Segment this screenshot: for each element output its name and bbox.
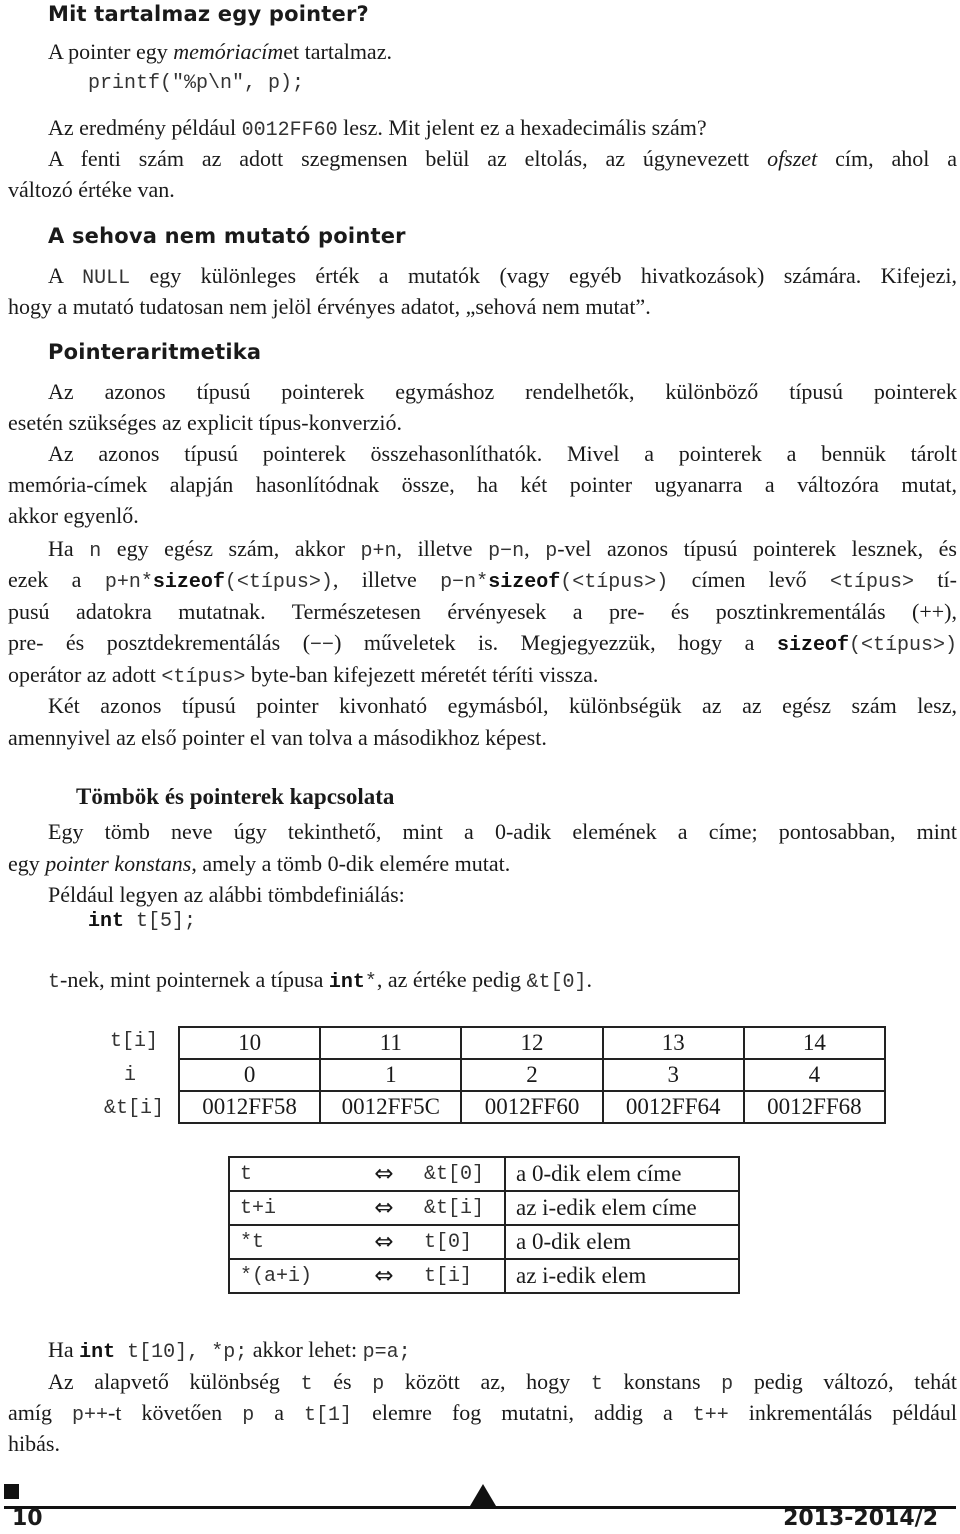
paragraph-line: Az azonos típusú pointerek összehasonlíthatók. Mivel a pointerek a bennük tárolt [48, 441, 957, 466]
table-row [229, 1259, 739, 1293]
paragraph-line: hogy a mutató tudatosan nem jelöl érvényes adatot, „sehová nem mutat”. [8, 294, 651, 319]
table-cell: 3 [603, 1059, 744, 1091]
section-title-arrays-pointers: Tömbök és pointerek kapcsolata [76, 784, 395, 809]
text: címen levő [668, 567, 831, 592]
row-label-values: t[i] [109, 1030, 158, 1053]
inline-code: n [89, 540, 102, 563]
section-title-pointer-content: Mit tartalmaz egy pointer? [48, 2, 369, 26]
paragraph-line [48, 964, 592, 998]
inline-code: t [48, 971, 61, 994]
inline-code: NULL [82, 267, 131, 290]
italic-term: memóriacím [173, 39, 284, 64]
table-cell: 1 [320, 1059, 461, 1091]
equiv-cell: t[0] [414, 1225, 505, 1259]
text: pre- és posztdekrementálás ( [8, 630, 311, 655]
paragraph-line: akkor egyenlő. [8, 503, 139, 528]
text: , [524, 536, 546, 561]
equivalence-arrow-icon: ⇔ [354, 1259, 414, 1293]
text: . [586, 967, 593, 992]
text: byte-ban kifejezett méretét téríti vissza. [245, 662, 599, 687]
expr-cell: t [229, 1157, 354, 1191]
footer-triangle-icon [470, 1484, 496, 1506]
inline-code: p−n* [440, 571, 489, 594]
paragraph-line: hibás. [8, 1431, 60, 1456]
keyword-int: int [88, 910, 125, 933]
keyword-sizeof: sizeof [776, 634, 849, 657]
inline-code: 0012FF60 [241, 119, 338, 142]
page-number: 10 [12, 1506, 43, 1531]
equivalence-table [228, 1156, 740, 1294]
text: A fenti szám az adott szegmensen belül az eltolás, az úgynevezett [48, 146, 768, 171]
inline-code: p+n* [104, 571, 153, 594]
table-row-addresses [179, 1091, 885, 1123]
keyword-sizeof: sizeof [488, 571, 561, 594]
paragraph-line: Például legyen az alábbi tömbdefiniálás: [48, 882, 405, 907]
paragraph-line: változó értéke van. [8, 177, 175, 202]
paragraph-line [48, 533, 957, 567]
text: lesz. Mit jelent ez a hexadecimális szám? [337, 115, 707, 140]
paragraph-line [48, 1334, 411, 1368]
paragraph-line: esetén szükséges az explicit típus-konverzió. [8, 410, 403, 435]
desc-cell: az i-edik elem címe [505, 1191, 739, 1225]
equivalence-arrow-icon: ⇔ [354, 1157, 414, 1191]
equiv-cell: t[i] [414, 1259, 505, 1293]
paragraph-line [48, 112, 707, 146]
text: A pointer egy [48, 39, 174, 64]
row-label-index: i [123, 1064, 136, 1087]
paragraph-line: memória-címek alapján hasonlítódnak össze, ha két pointer ugyanarra a változóra mutat, [8, 472, 957, 497]
expr-cell: *(a+i) [229, 1259, 354, 1293]
text: egy [8, 851, 46, 876]
text: tí- [914, 567, 957, 592]
table-cell: 2 [461, 1059, 602, 1091]
inline-code: (<típus>) [848, 634, 957, 657]
text: ezek a [8, 567, 105, 592]
paragraph-line [8, 848, 510, 879]
text: -nek, mint pointernek a típusa [60, 967, 329, 992]
paragraph-line: Az azonos típusú pointerek egymáshoz rendelhetők, különböző típusú pointerek [48, 379, 957, 404]
inline-code: (<típus>) [224, 571, 333, 594]
text: inkrementálás például [728, 1400, 957, 1425]
text: a [254, 1400, 305, 1425]
expr-cell: *t [229, 1225, 354, 1259]
text: , az értéke pedig [376, 967, 527, 992]
paragraph-line [8, 659, 598, 693]
inline-code: −− [310, 634, 335, 657]
text: Ha [48, 536, 90, 561]
keyword-sizeof: sizeof [152, 571, 225, 594]
inline-code: p [242, 1404, 255, 1427]
desc-cell: a 0-dik elem [505, 1225, 739, 1259]
paragraph-line [8, 627, 957, 661]
text: akkor lehet: [247, 1337, 363, 1362]
footer-square-icon [4, 1484, 19, 1499]
table-cell: 13 [603, 1027, 744, 1059]
table-row [229, 1157, 739, 1191]
desc-cell: a 0-dik elem címe [505, 1157, 739, 1191]
table-row-values [179, 1027, 885, 1059]
inline-code: <típus> [161, 666, 246, 689]
table-row [229, 1225, 739, 1259]
italic-term: pointer konstans [45, 851, 192, 876]
equivalence-arrow-icon: ⇔ [354, 1191, 414, 1225]
inline-code: p [545, 540, 558, 563]
inline-code: p [372, 1373, 385, 1396]
equiv-cell: &t[0] [414, 1157, 505, 1191]
keyword-int: int [79, 1341, 116, 1364]
table-row [229, 1191, 739, 1225]
text: és [312, 1369, 373, 1394]
text: -t követően [108, 1400, 243, 1425]
issue-year: 2013-2014/2 [783, 1506, 938, 1531]
inline-code: t[1] [304, 1404, 353, 1427]
text: cím, ahol a [817, 146, 957, 171]
text: pedig változó, tehát [733, 1369, 958, 1394]
expr-cell: t+i [229, 1191, 354, 1225]
table-cell: 0012FF64 [603, 1091, 744, 1123]
row-label-addresses: &t[i] [103, 1097, 164, 1120]
table-cell: 4 [744, 1059, 885, 1091]
table-cell: 0012FF58 [179, 1091, 320, 1123]
table-cell: 0012FF68 [744, 1091, 885, 1123]
text: ) műveletek is. Megjegyezzük, hogy a [334, 630, 777, 655]
table-cell: 0 [179, 1059, 320, 1091]
text: -vel azonos típusú pointerek lesznek, és [557, 536, 957, 561]
inline-code: (<típus>) [560, 571, 669, 594]
inline-code: p+n [360, 540, 397, 563]
text: A [48, 263, 83, 288]
inline-code: p−n [488, 540, 525, 563]
text: Ha [48, 1337, 80, 1362]
table-cell: 0012FF5C [320, 1091, 461, 1123]
table-row-index [179, 1059, 885, 1091]
text: egy különleges érték a mutatók (vagy egyéb hivatkozások) számára. Kifejezi, [130, 263, 958, 288]
text: Az alapvető különbség [48, 1369, 301, 1394]
text: Az eredmény például [48, 115, 242, 140]
text: et tartalmaz. [283, 39, 392, 64]
code-array-definition [88, 910, 196, 933]
text: egy egész szám, akkor [101, 536, 361, 561]
inline-code: p++ [72, 1404, 109, 1427]
inline-code: t[5]; [124, 910, 197, 933]
paragraph-line [48, 260, 957, 294]
paragraph-line [8, 564, 957, 598]
table-cell: 0012FF60 [461, 1091, 602, 1123]
inline-code: p=a; [362, 1341, 411, 1364]
equivalence-arrow-icon: ⇔ [354, 1225, 414, 1259]
inline-code: p [721, 1373, 734, 1396]
paragraph-line: pusú adatokra mutatnak. Természetesen érvényesek a pre- és posztinkrementálás (++), [8, 599, 957, 624]
desc-cell: az i-edik elem [505, 1259, 739, 1293]
text: amíg [8, 1400, 73, 1425]
paragraph-line [48, 1366, 957, 1400]
paragraph-line: Két azonos típusú pointer kivonható egymásból, különbségük az az egész szám lesz, [48, 693, 957, 718]
inline-code: &t[0] [526, 971, 587, 994]
text: elemre fog mutatni, addig a [352, 1400, 693, 1425]
inline-code: t [300, 1373, 313, 1396]
table-cell: 11 [320, 1027, 461, 1059]
table-cell: 12 [461, 1027, 602, 1059]
code-printf: printf("%p\n", p); [88, 72, 305, 95]
paragraph-line [48, 36, 392, 67]
inline-code: * [364, 971, 377, 994]
inline-code: t[10], *p; [115, 1341, 248, 1364]
section-title-pointer-arithmetic: Pointeraritmetika [48, 340, 262, 364]
table-cell: 10 [179, 1027, 320, 1059]
keyword-int: int [328, 971, 365, 994]
array-table [178, 1026, 886, 1124]
table-cell: 14 [744, 1027, 885, 1059]
paragraph-line: amennyivel az első pointer el van tolva a másodikhoz képest. [8, 725, 547, 750]
inline-code: <típus> [830, 571, 915, 594]
text: operátor az adott [8, 662, 162, 687]
section-title-null-pointer: A sehova nem mutató pointer [48, 224, 406, 248]
italic-term: ofszet [767, 146, 818, 171]
inline-code: t [590, 1373, 603, 1396]
text: konstans [602, 1369, 722, 1394]
text: között az, hogy [384, 1369, 591, 1394]
paragraph-line [8, 1397, 957, 1431]
text: , illetve [332, 567, 441, 592]
text: , amely a tömb 0-dik elemére mutat. [191, 851, 511, 876]
equiv-cell: &t[i] [414, 1191, 505, 1225]
text: , illetve [396, 536, 489, 561]
paragraph-line [48, 143, 957, 174]
inline-code: t++ [692, 1404, 729, 1427]
paragraph-line: Egy tömb neve úgy tekinthető, mint a 0-adik elemének a címe; pontosabban, mint [48, 819, 957, 844]
